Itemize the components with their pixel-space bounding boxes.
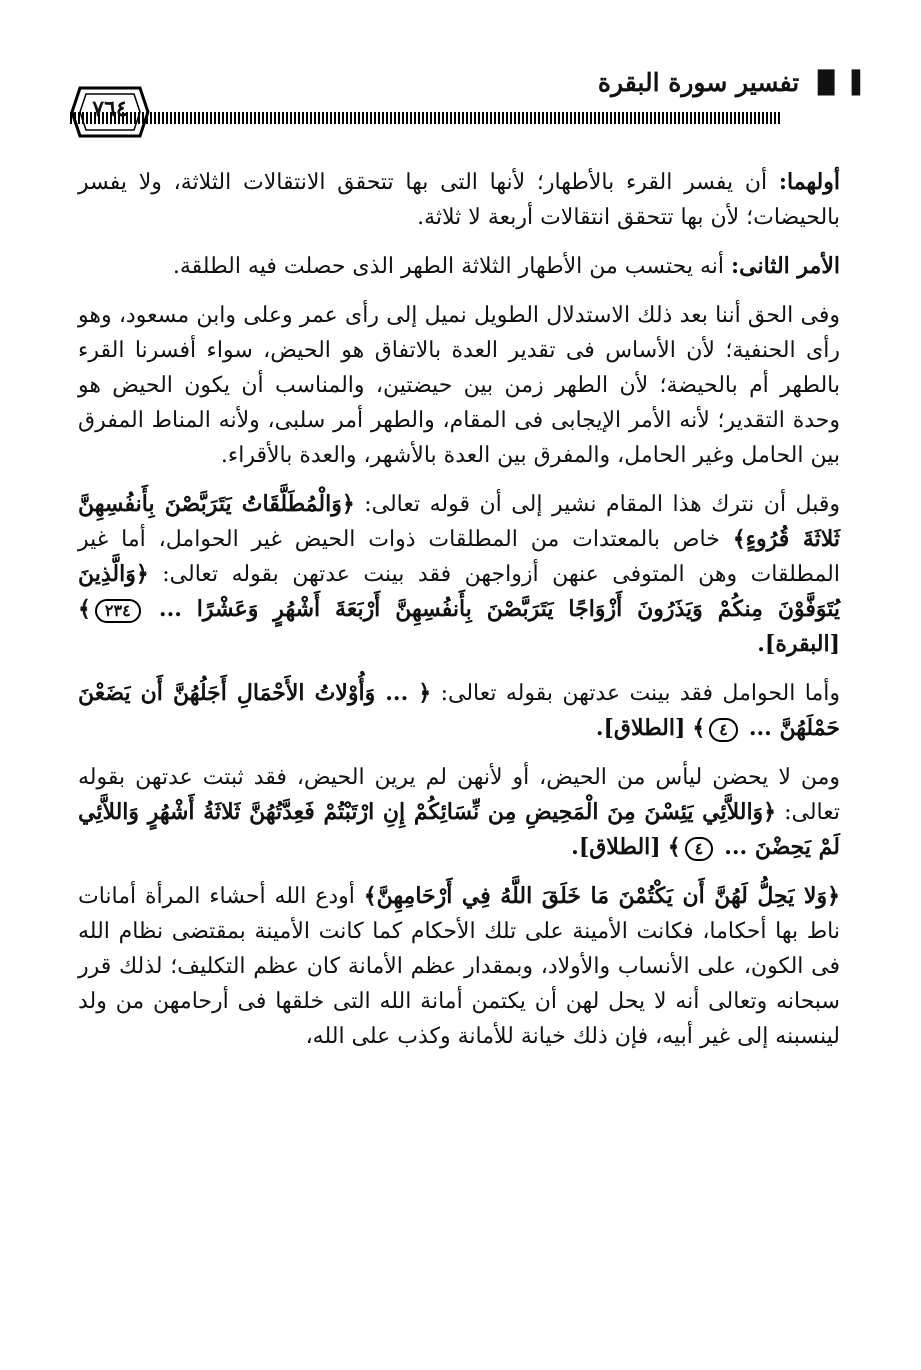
verse-number-badge: ٤ [685,837,714,861]
quran-verse: ﴿وَالَّذِينَ يُتَوَفَّوْنَ مِنكُمْ وَيَذَرُونَ أَزْوَاجًا يَتَرَبَّصْنَ بِأَنفُسِهِنَّ أَرْبَعَةَ أَشْهُرٍ وَعَشْرًا ... [78,561,840,622]
quran-verse: ﴿وَلا يَحِلُّ لَهُنَّ أَن يَكْتُمْنَ مَا خَلَقَ اللَّهُ فِي أَرْحَامِهِنَّ﴾ [363,883,840,909]
paragraph-lead: أولهما: [778,169,840,195]
paragraph-1 [78,165,840,235]
verse-number-badge: ٢٣٤ [95,599,141,623]
paragraph-7 [78,879,840,1054]
paragraph-3 [78,298,840,473]
verse-close: ﴾ [667,834,681,860]
paragraph-2 [78,249,840,284]
running-title [598,68,860,97]
paragraph-text: أن يفسر القرء بالأطهار؛ لأنها التى بها تتحقق الانتقالات الثلاثة، ولا يفسر بالحيضات؛ لأن بها تتحقق انتقالات أربعة لا ثلاثة. [78,170,840,230]
surah-title: تفسير سورة البقرة [597,68,800,97]
ornament-icon: ▐▌▐ [809,69,860,96]
verse-close: ﴾ [78,596,91,622]
surah-reference: [الطلاق]. [571,834,661,860]
paragraph-text: وفى الحق أننا بعد ذلك الاستدلال الطويل نميل إلى رأى عمر وعلى وابن مسعود، وهو رأى الحنفية؛ لأن الأساس فى تقدير العدة بالاتفاق هو الحيض، سواء أفسرنا القرء بالطهر أم بالحيضة؛ لأن الطهر زمن بين حيضتين، والمناسب أن يكون الحيض هو وحدة التقدير؛ لأنه الأمر الإيجابى فى المقام، والطهر أمر سلبى، ولأنه المناط المفرق بين الحامل وغير الحامل، والمفرق بين العدة بالأشهر، والعدة بالأقراء. [78,303,840,468]
quran-verse: ﴿وَالْمُطَلَّقَاتُ يَتَرَبَّصْنَ بِأَنفُسِهِنَّ ثَلاثَةَ قُرُوءٍ﴾ [78,491,840,552]
page-header [70,60,860,150]
paragraph-text: وأما الحوامل فقد بينت عدتهن بقوله تعالى: [440,681,840,706]
page-number: ٧٦٤ [92,96,128,122]
surah-reference: [البقرة]. [757,631,840,657]
paragraph-text: أودع الله أحشاء المرأة أمانات ناط بها أحكاما، فكانت الأمينة على تلك الأحكام كما كانت الأمينة بمقتضى نظام الله فى الكون، على الأنساب والأولاد، وبمقدار عظم الأمانة كان عظم التكليف؛ لذلك قرر سبحانه وتعالى أنه لا يحل لهن أن يكتمن أمانة الله التى خلقها فى أرحامهن من ولد لينسبنه إلى غير أبيه، فإن ذلك خيانة للأمانة وكذب على الله، [78,884,840,1049]
verse-close: ﴾ [692,715,706,741]
page-body [78,165,840,1068]
verse-number-badge: ٤ [709,718,738,742]
paragraph-4 [78,487,840,662]
paragraph-text: وقبل أن نترك هذا المقام نشير إلى أن قوله تعالى: [364,492,840,517]
paragraph-5 [78,676,840,746]
paragraph-text: أنه يحتسب من الأطهار الثلاثة الطهر الذى حصلت فيه الطلقة. [172,254,725,279]
quran-verse: ﴿وَاللاَّئِي يَئِسْنَ مِنَ الْمَحِيضِ مِن نِّسَائِكُمْ إِنِ ارْتَبْتُمْ فَعِدَّتُهُنَّ ثَلاثَةُ أَشْهُرٍ وَاللاَّئِي لَمْ يَحِضْنَ ... [78,799,840,860]
quran-verse: ﴿ ... وَأُوْلاتُ الأَحْمَالِ أَجَلُهُنَّ أَن يَضَعْنَ حَمْلَهُنَّ ... [78,680,840,741]
paragraph-text: خاص بالمعتدات من المطلقات ذوات الحيض غير الحوامل، أما غير المطلقات وهن المتوفى عنهن أزواجهن فقد بينت عدتهن بقوله تعالى: [78,527,840,587]
paragraph-6 [78,760,840,865]
paragraph-text: ومن لا يحضن ليأس من الحيض، أو لأنهن لم يرين الحيض، فقد ثبتت عدتهن بقوله تعالى: [78,765,841,825]
paragraph-lead: الأمر الثانى: [731,253,840,279]
header-rule [70,112,780,124]
surah-reference: [الطلاق]. [595,715,686,741]
